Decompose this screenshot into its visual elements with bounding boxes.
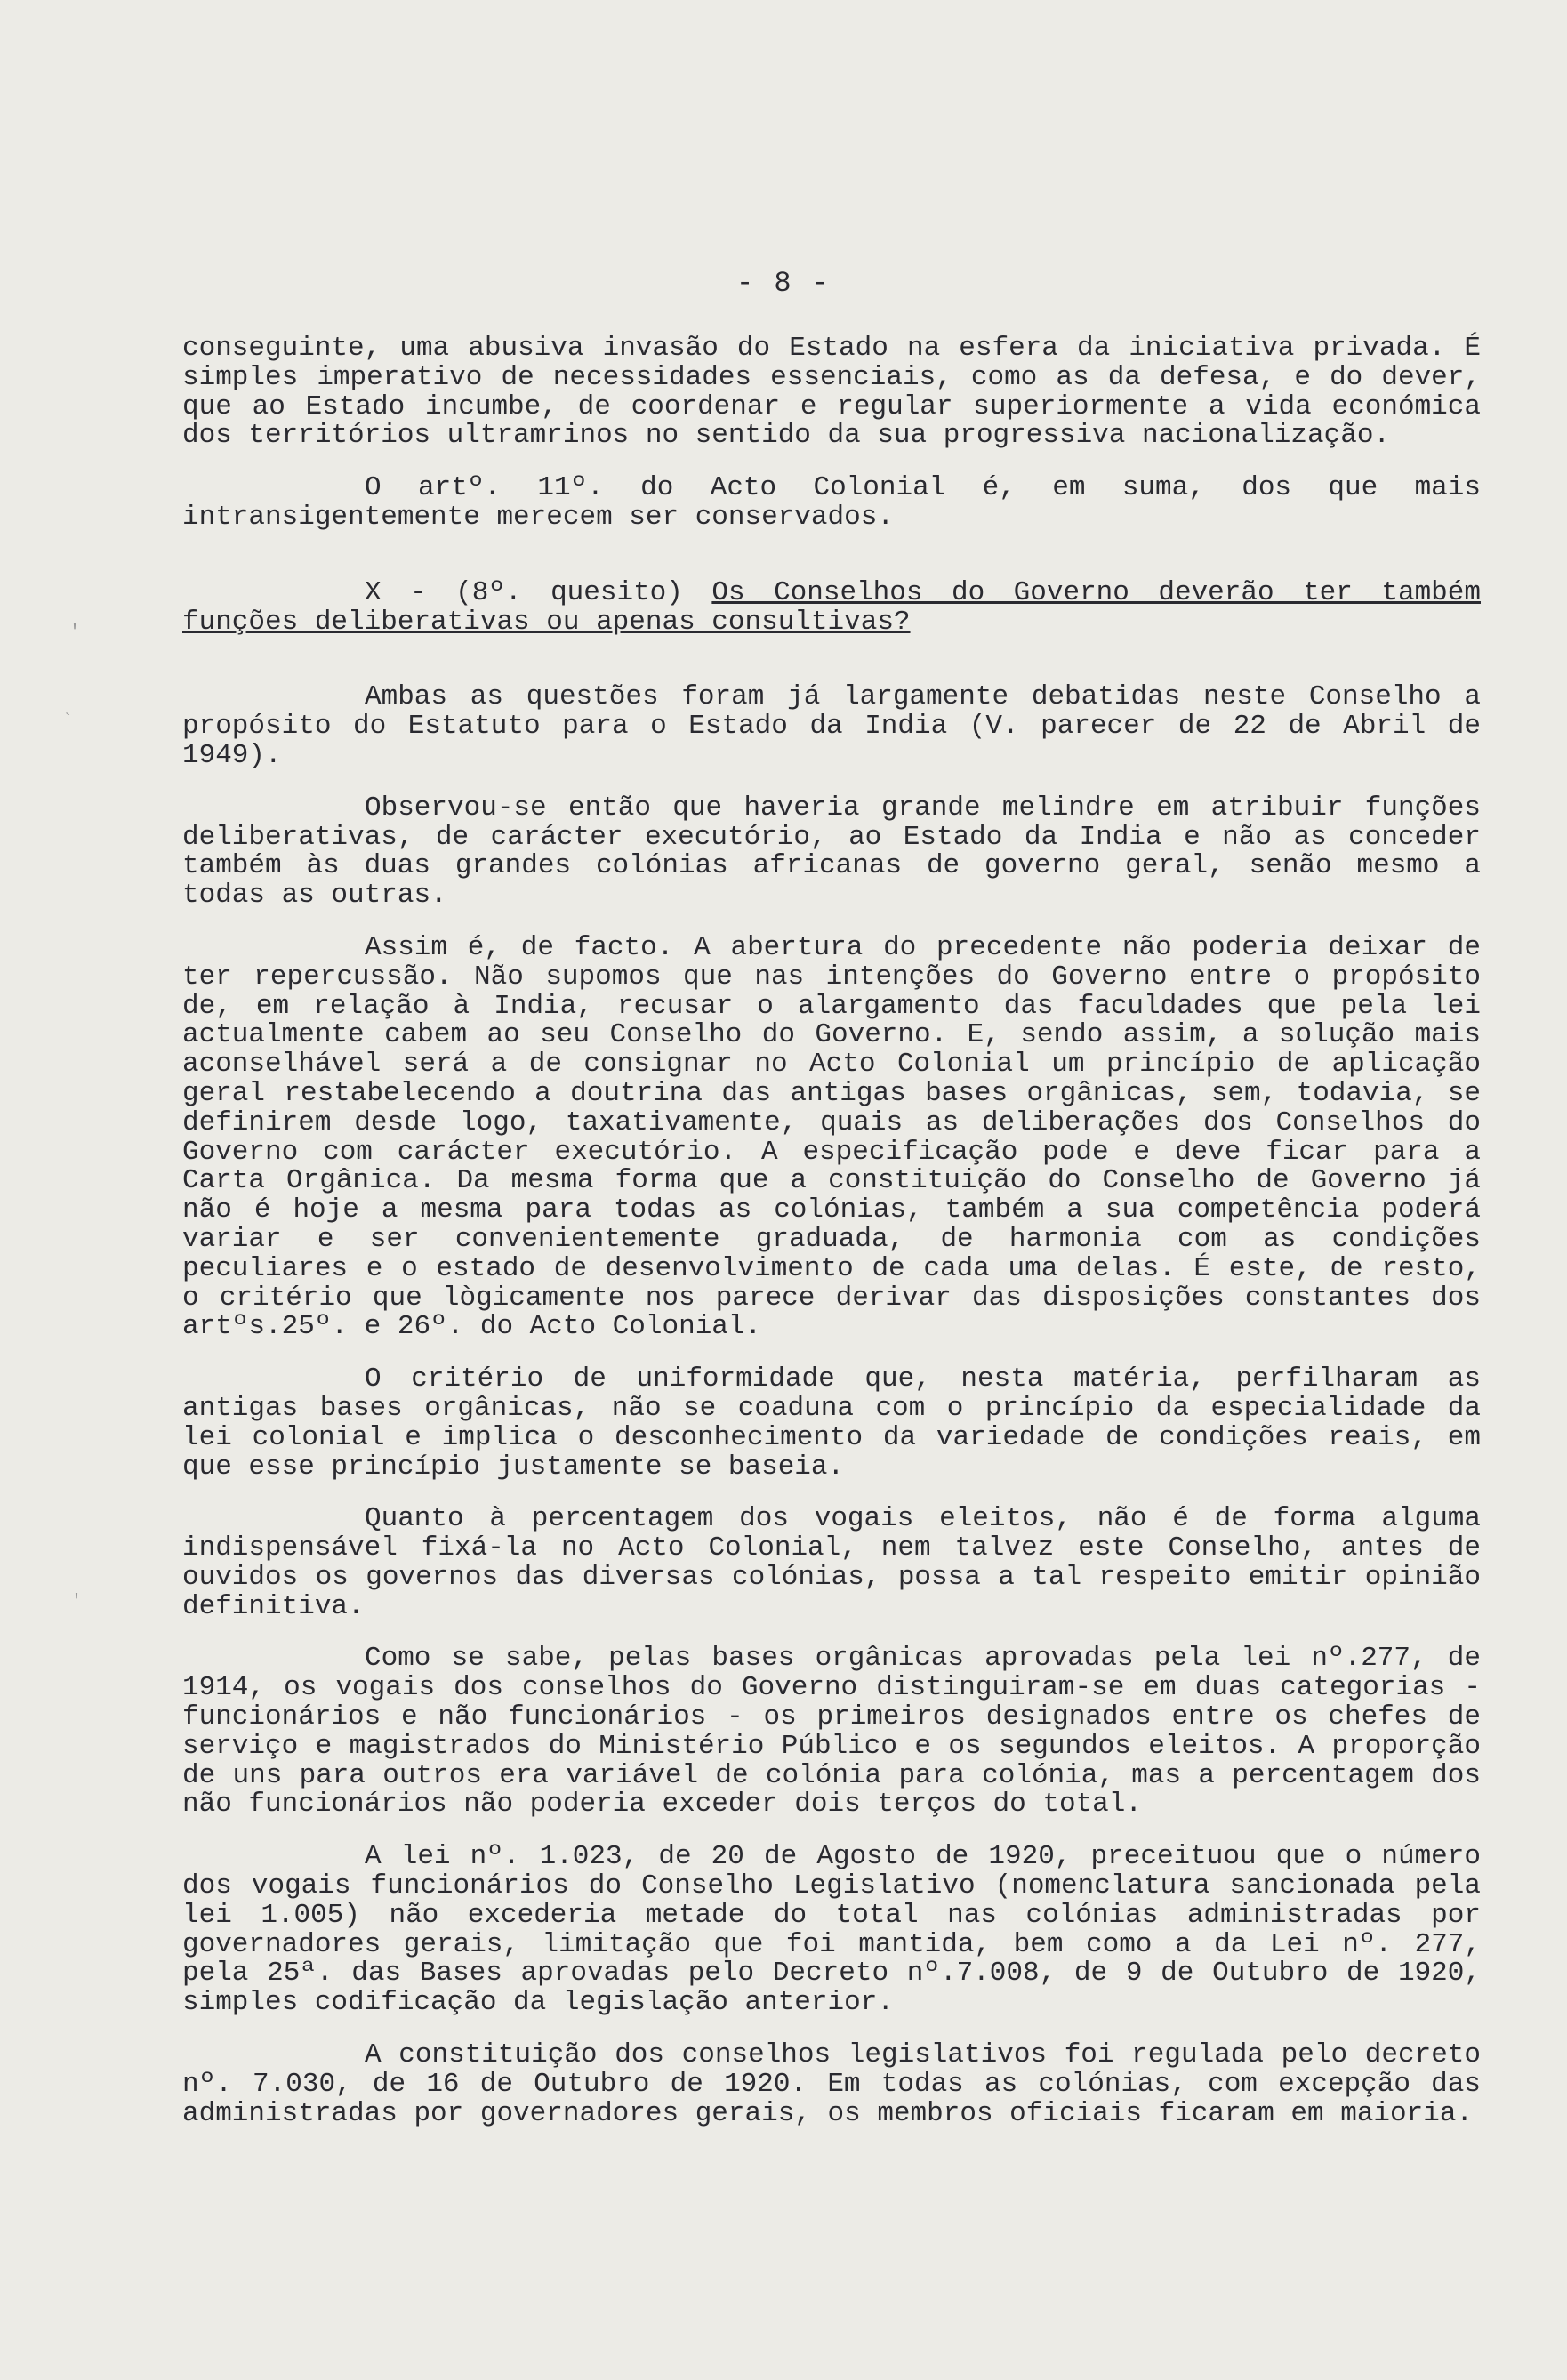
quesito-heading (182, 576, 1481, 638)
paragraph: O critério de uniformidade que, nesta matéria, perfilharam as antigas bases orgânicas, não se coaduna com o princípio da especialidade da lei colonial e implica o desconhecimento da variedade de condições reais, em que esse princípio justamente se baseia. (182, 1363, 1481, 1483)
quesito-question: Os Conselhos do Governo deverão ter também funções deliberativas ou apenas consultivas? (182, 576, 1481, 638)
margin-mark: ' (71, 1592, 83, 1612)
quesito-label: X - (8º. quesito) (365, 576, 683, 608)
paragraph: Ambas as questões foram já largamente debatidas neste Conselho a propósito do Estatuto para o Estado da India (V. parecer de 22 de Abril de 1949). (182, 681, 1481, 771)
body-text (182, 334, 1481, 2128)
paragraph: A constituição dos conselhos legislativos foi regulada pelo decreto nº. 7.030, de 16 de Outubro de 1920. Em todas as colónias, com excepção das administradas por governadores gerais, os membros oficiais ficaram em maioria. (182, 2039, 1481, 2129)
paragraph: conseguinte, uma abusiva invasão do Estado na esfera da iniciativa privada. É simples imperativo de necessidades essenciais, como as da defesa, e do dever, que ao Estado incumbe, de coordenar e regular superiormente a vida económica dos territórios ultramrinos no sentido da sua progressiva nacionalização. (182, 333, 1481, 452)
paragraph: A lei nº. 1.023, de 20 de Agosto de 1920, preceituou que o número dos vogais funcionários do Conselho Legislativo (nomenclatura sancionada pela lei 1.005) não excederia metade do total nas colónias administradas por governadores gerais, limitação que foi mantida, bem como a da Lei nº. 277, pela 25ª. das Bases aprovadas pelo Decreto nº.7.008, de 9 de Outubro de 1920, simples codificação da legislação anterior. (182, 1841, 1481, 2019)
page-number: - 8 - (735, 267, 831, 300)
paragraph: Assim é, de facto. A abertura do precedente não poderia deixar de ter repercussão. Não supomos que nas intenções do Governo entre o propósito de, em relação à India, recusar o alargamento das faculdades que pela lei actualmente cabem ao seu Conselho do Governo. E, sendo assim, a solução mais aconselhável será a de consignar no Acto Colonial um princípio de aplicação geral restabelecendo a doutrina das antigas bases orgânicas, sem, todavia, se definirem desde logo, taxativamente, quais as deliberações dos Conselhos do Governo com carácter executório. A especificação pode e deve ficar para a Carta Orgânica. Da mesma forma que a constituição do Conselho de Governo já não é hoje a mesma para todas as colónias, também a sua competência poderá variar e ser convenientemente graduada, de harmonia com as condições peculiares e o estado de desenvolvimento de cada uma delas. É este, de resto, o critério que lògicamente nos parece derivar das disposições constantes dos artºs.25º. e 26º. do Acto Colonial. (182, 931, 1481, 1343)
paragraph: Observou-se então que haveria grande melindre em atribuir funções deliberativas, de carácter executório, ao Estado da India e não as conceder também às duas grandes colónias africanas de governo geral, senão mesmo a todas as outras. (182, 792, 1481, 912)
margin-mark: ' (69, 623, 81, 643)
paragraph: Como se sabe, pelas bases orgânicas aprovadas pela lei nº.277, de 1914, os vogais dos conselhos do Governo distinguiram-se em duas categorias - funcionários e não funcionários - os primeiros designados entre os chefes de serviço e magistrados do Ministério Público e os segundos eleitos. A proporção de uns para outros era variável de colónia para colónia, mas a percentagem dos não funcionários não poderia exceder dois terços do total. (182, 1643, 1481, 1821)
paragraph: Quanto à percentagem dos vogais eleitos, não é de forma alguma indispensável fixá-la no Acto Colonial, nem talvez este Conselho, antes de ouvidos os governos das diversas colónias, possa a tal respeito emitir opinião definitiva. (182, 1503, 1481, 1622)
margin-mark: ` (62, 712, 74, 732)
paragraph: O artº. 11º. do Acto Colonial é, em suma, dos que mais intransigentemente merecem ser conservados. (182, 472, 1481, 533)
